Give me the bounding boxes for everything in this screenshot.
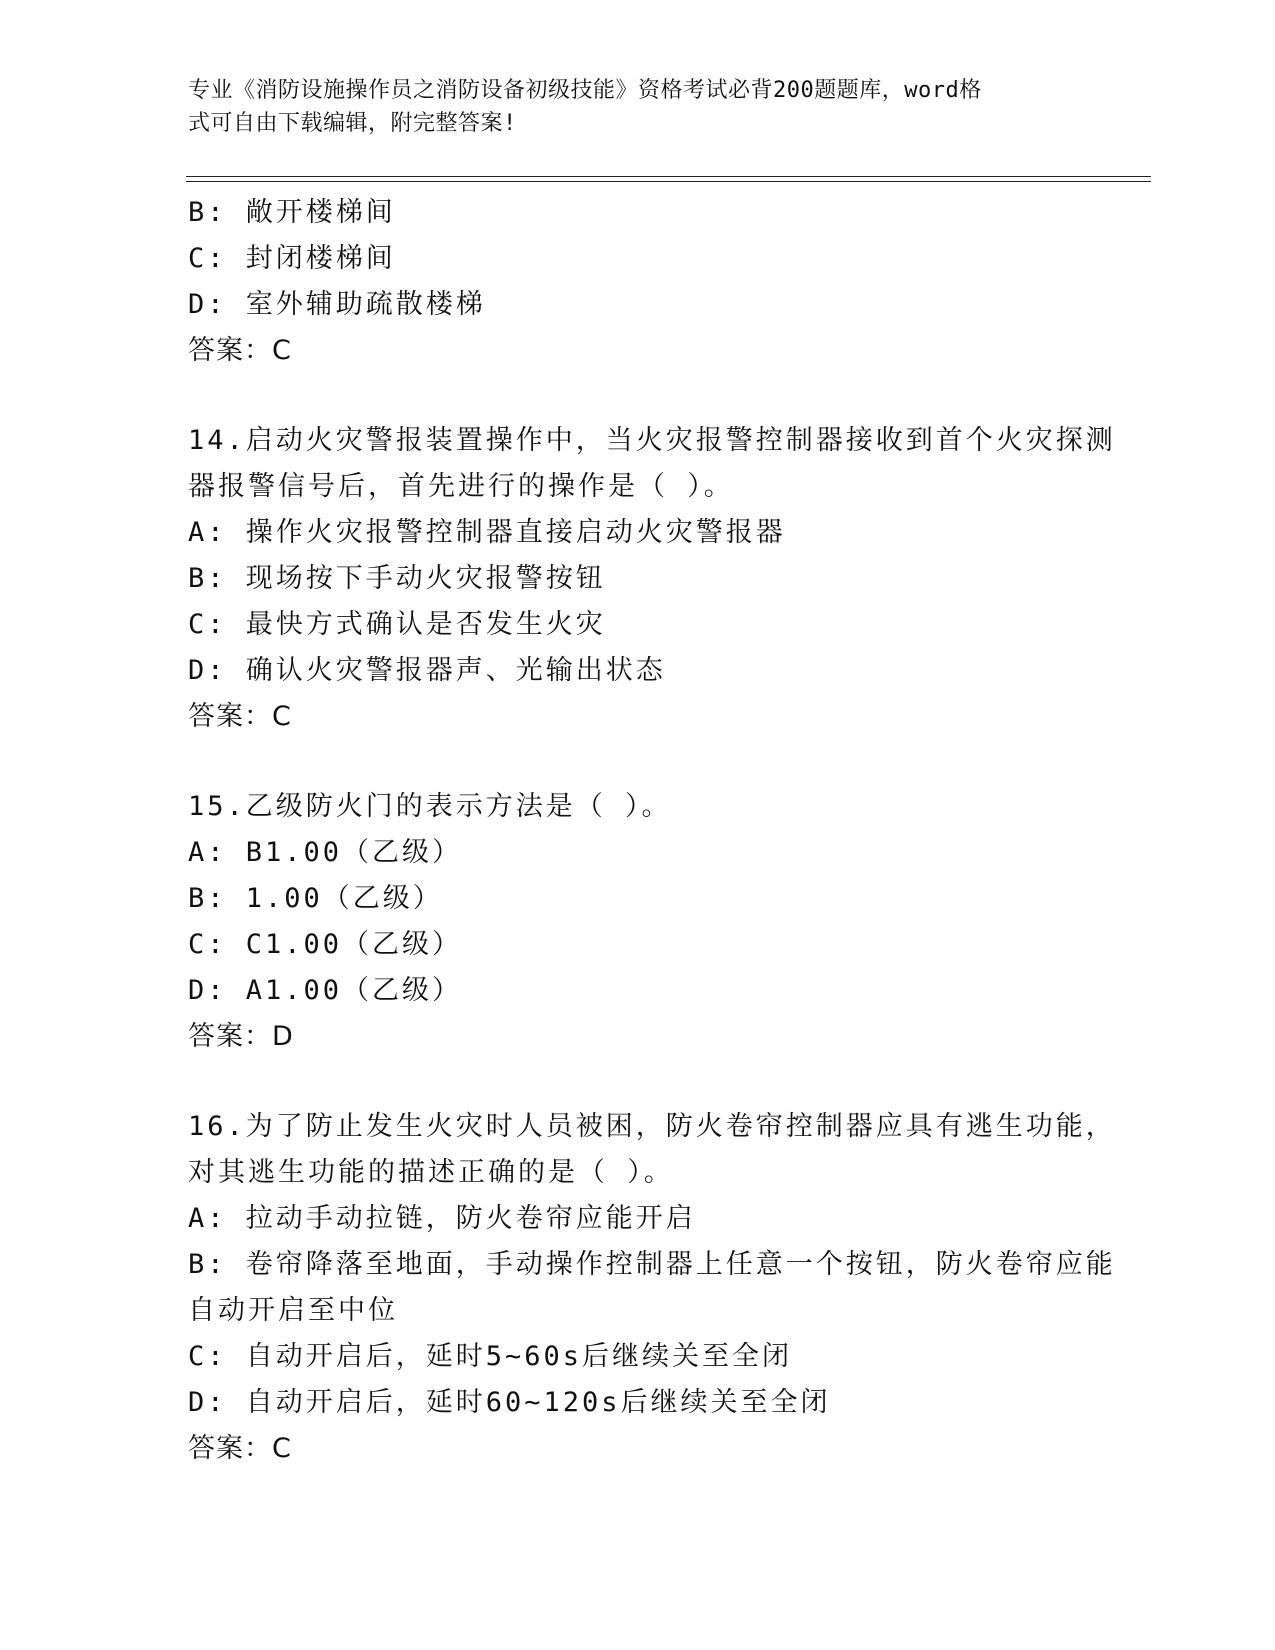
question-stem: 16.为了防止发生火灾时人员被困，防火卷帘控制器应具有逃生功能， [188,1111,1116,1142]
option-c: C: C1.00（乙级） [188,929,463,960]
answer: 答案：D [188,1021,294,1052]
header-divider-bottom [186,181,1151,182]
spacer [188,1060,1088,1104]
document-header [188,74,1068,140]
question-stem: 15.乙级防火门的表示方法是（ ）。 [188,791,672,822]
option-c: C: 最快方式确认是否发生火灾 [188,609,606,640]
option-c: C: 封闭楼梯间 [188,243,396,274]
question-15 [188,784,1088,1060]
question-stem: 14.启动火灾警报装置操作中，当火灾报警控制器接收到首个火灾探测 [188,425,1116,456]
option-b: B: 卷帘降落至地面，手动操作控制器上任意一个按钮，防火卷帘应能 [188,1249,1116,1280]
answer: 答案：C [188,701,292,732]
question-13 [188,190,1088,374]
spacer [188,740,1088,784]
question-14 [188,418,1116,740]
option-b: B: 现场按下手动火灾报警按钮 [188,563,606,594]
option-a: A: B1.00（乙级） [188,837,463,868]
spacer [188,374,1088,418]
question-16 [188,1104,1116,1472]
option-d: D: A1.00（乙级） [188,975,463,1006]
option-d: D: 确认火灾警报器声、光输出状态 [188,655,666,686]
answer: 答案：C [188,1433,292,1464]
option-a: A: 拉动手动拉链，防火卷帘应能开启 [188,1203,696,1234]
option-b-continued: 自动开启至中位 [188,1295,398,1326]
header-divider-top [186,176,1151,177]
header-line-2: 式可自由下载编辑，附完整答案! [188,111,517,136]
answer: 答案：C [188,335,292,366]
question-stem: 器报警信号后，首先进行的操作是（ ）。 [188,471,734,502]
header-line-1: 专业《消防设施操作员之消防设备初级技能》资格考试必背200题题库，word格 [188,78,982,103]
question-stem: 对其逃生功能的描述正确的是（ ）。 [188,1157,674,1188]
option-d: D: 自动开启后，延时60~120s后继续关至全闭 [188,1387,831,1418]
option-a: A: 操作火灾报警控制器直接启动火灾警报器 [188,517,786,548]
option-b: B: 敞开楼梯间 [188,197,396,228]
option-b: B: 1.00（乙级） [188,883,443,914]
option-d: D: 室外辅助疏散楼梯 [188,289,486,320]
question-content [188,190,1116,1472]
option-c: C: 自动开启后，延时5~60s后继续关至全闭 [188,1341,793,1372]
